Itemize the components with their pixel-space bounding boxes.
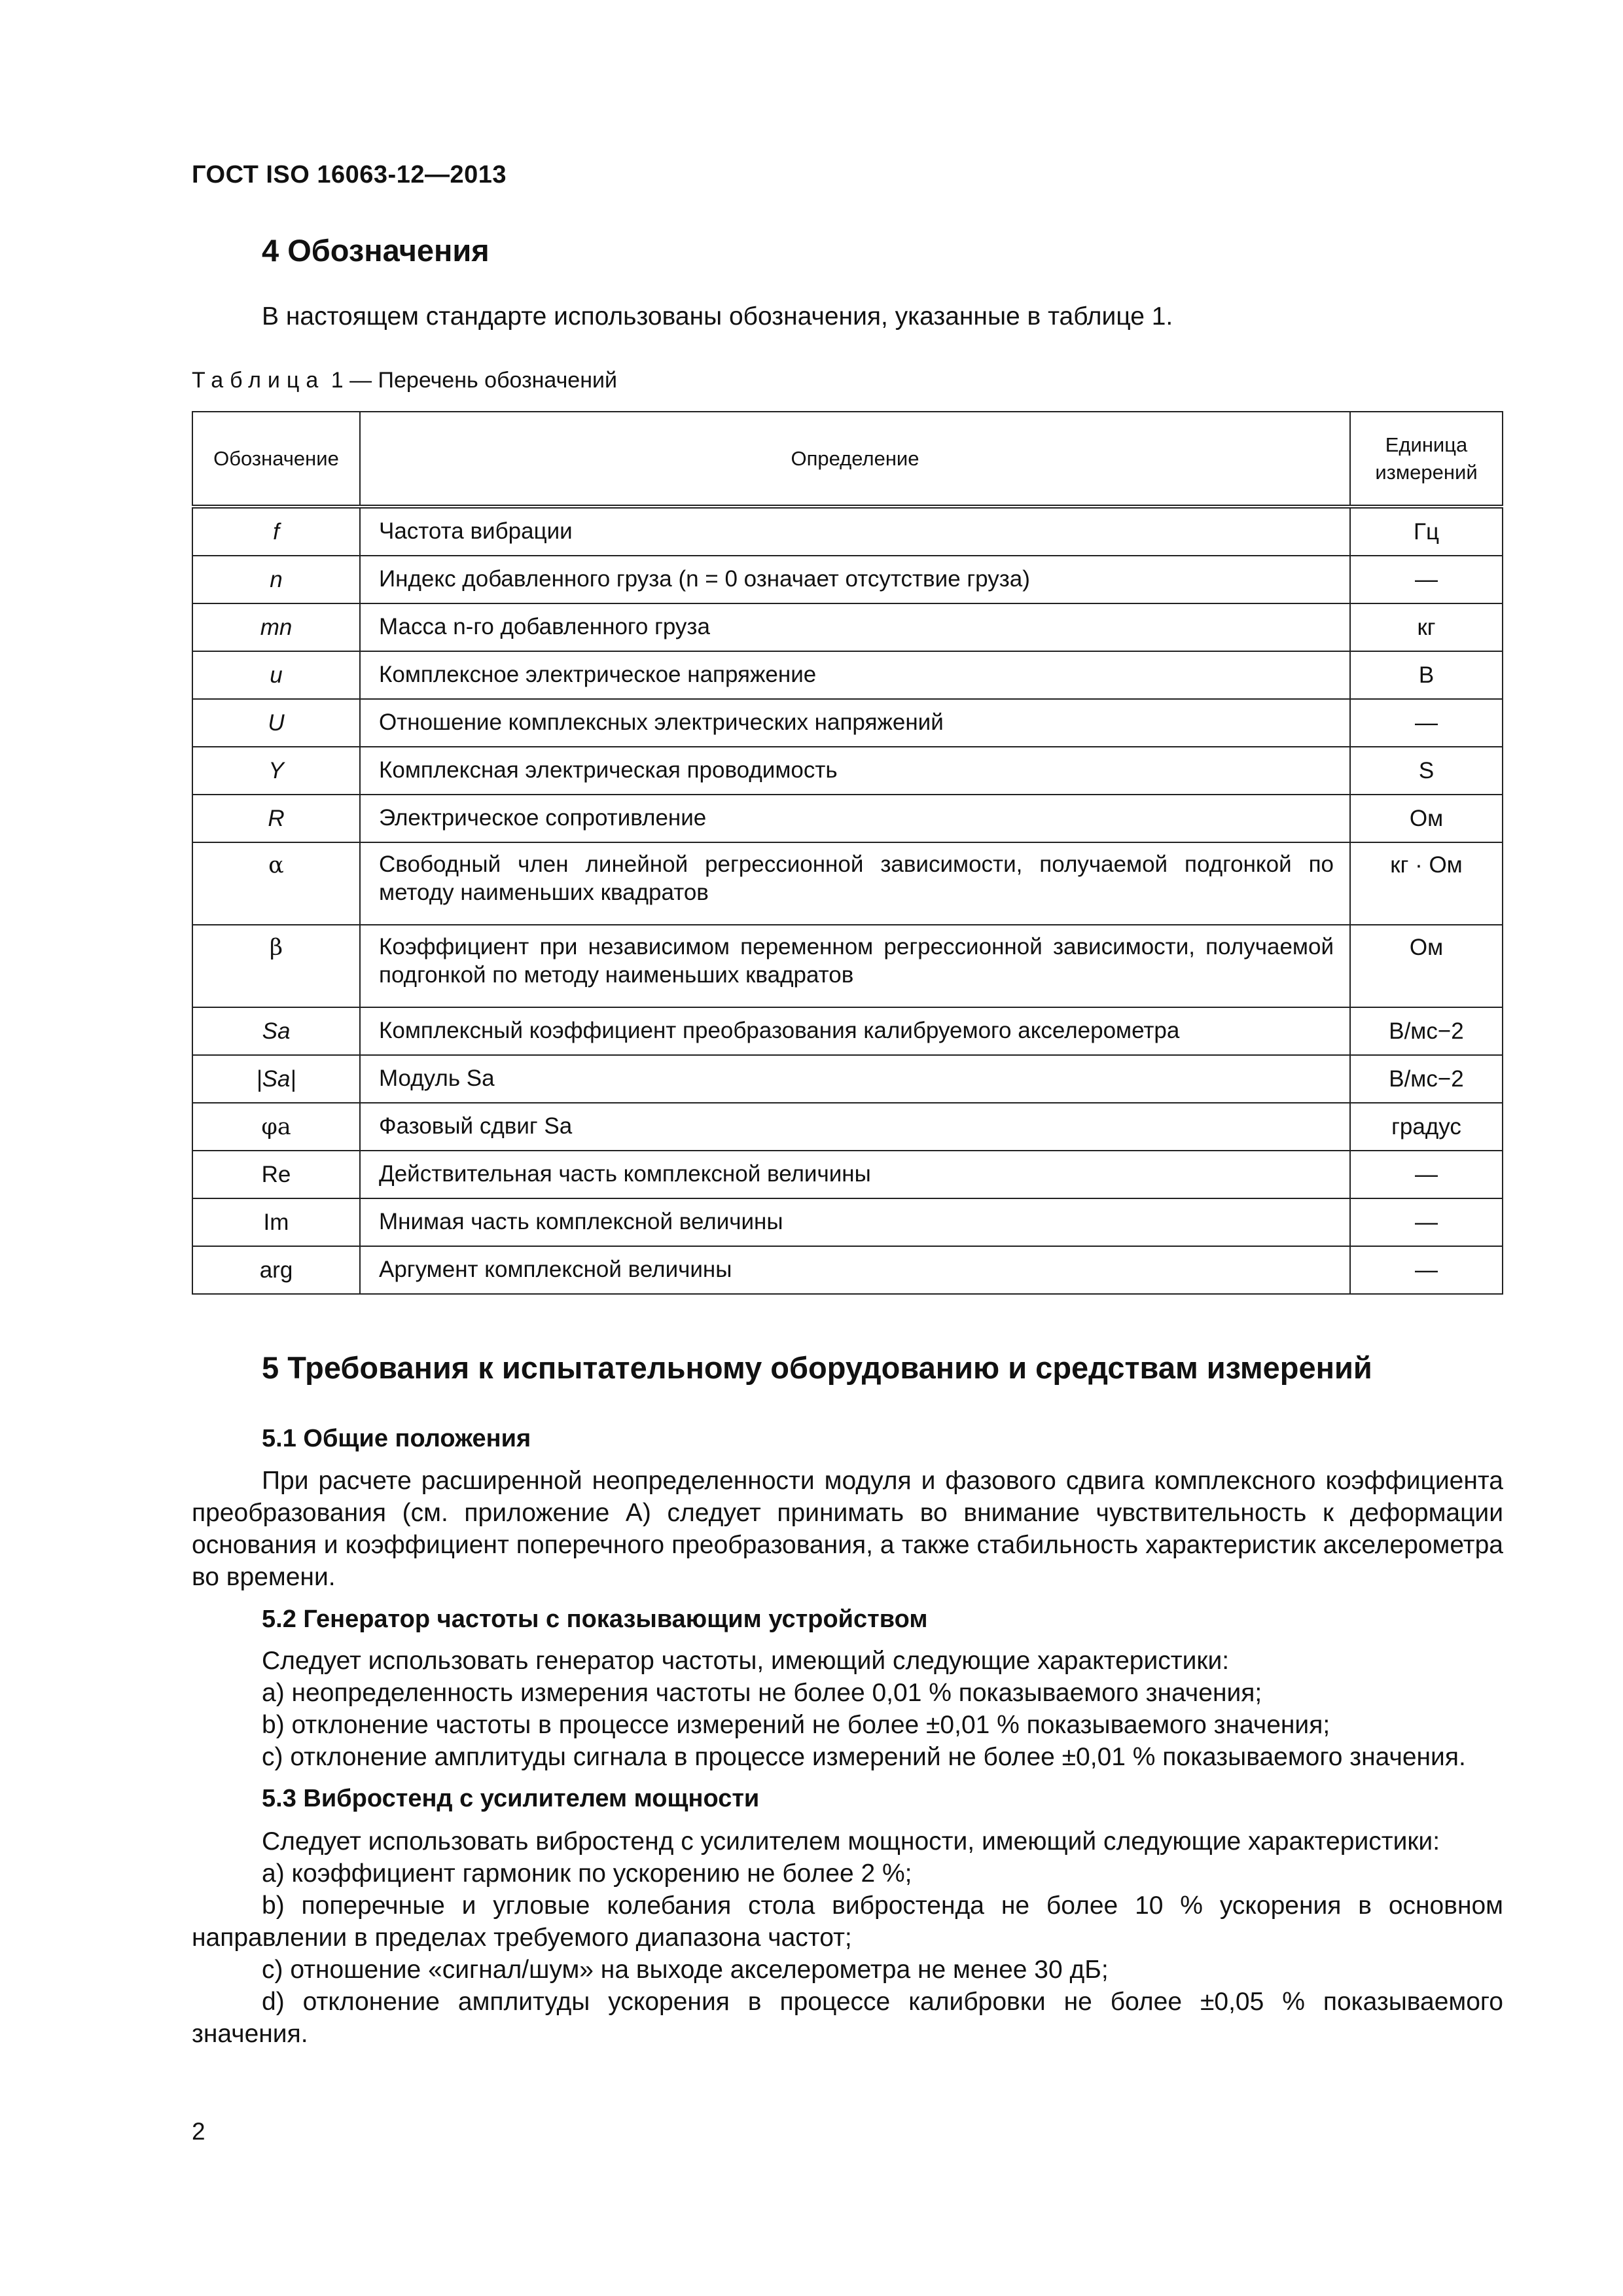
row-symbol: φa (192, 1103, 360, 1151)
table-row (192, 747, 1503, 795)
table-caption (192, 368, 617, 393)
table-row (192, 1198, 1503, 1246)
row-unit: — (1350, 1151, 1503, 1198)
table-row (192, 651, 1503, 699)
row-unit: кг (1350, 603, 1503, 651)
row-definition: Масса n-го добавленного груза (360, 603, 1350, 651)
row-definition: Отношение комплексных электрических напряжений (360, 699, 1350, 747)
section-5-2-text (192, 1645, 1503, 1773)
row-symbol: Sa (192, 1007, 360, 1055)
header-unit: Единица измерений (1350, 412, 1503, 507)
table-caption-prefix: Таблица (192, 368, 325, 393)
row-definition: Комплексный коэффициент преобразования калибруемого акселерометра (360, 1007, 1350, 1055)
row-symbol: R (192, 795, 360, 842)
header-symbol: Обозначение (192, 412, 360, 507)
row-unit: В/мс−2 (1350, 1007, 1503, 1055)
row-definition: Комплексное электрическое напряжение (360, 651, 1350, 699)
table-row (192, 795, 1503, 842)
document-header: ГОСТ ISO 16063-12—2013 (192, 161, 507, 188)
row-definition: Электрическое сопротивление (360, 795, 1350, 842)
page-number: 2 (192, 2118, 205, 2145)
table-row (192, 603, 1503, 651)
section-5-title: 5 Требования к испытательному оборудованию и средствам измерений (262, 1350, 1372, 1385)
row-definition: Частота вибрации (360, 507, 1350, 556)
row-symbol: β (192, 925, 360, 1007)
row-unit: Ом (1350, 925, 1503, 1007)
row-symbol: mn (192, 603, 360, 651)
list-item: b) поперечные и угловые колебания стола вибростенда не более 10 % ускорения в основном направлении в пределах требуемого диапазона частот; (192, 1892, 1503, 1952)
row-definition: Комплексная электрическая проводимость (360, 747, 1350, 795)
table-caption-text: 1 — Перечень обозначений (325, 368, 617, 393)
row-symbol: arg (192, 1246, 360, 1294)
table-row (192, 556, 1503, 603)
section-4-title: 4 Обозначения (262, 233, 490, 268)
row-unit: В (1350, 651, 1503, 699)
row-definition: Мнимая часть комплексной величины (360, 1198, 1350, 1246)
row-unit: градус (1350, 1103, 1503, 1151)
list-item: b) отклонение частоты в процессе измерений не более ±0,01 % показываемого значения; (262, 1711, 1330, 1739)
table-row (192, 1055, 1503, 1103)
header-definition: Определение (360, 412, 1350, 507)
row-unit: Ом (1350, 795, 1503, 842)
section-4-intro: В настоящем стандарте использованы обозначения, указанные в таблице 1. (262, 302, 1173, 331)
section-5-2-lead: Следует использовать генератор частоты, имеющий следующие характеристики: (262, 1647, 1230, 1675)
table-row (192, 1103, 1503, 1151)
table-row (192, 1151, 1503, 1198)
row-definition: Фазовый сдвиг Sa (360, 1103, 1350, 1151)
section-5-1-title: 5.1 Общие положения (262, 1425, 531, 1452)
row-symbol: |Sa| (192, 1055, 360, 1103)
row-symbol: U (192, 699, 360, 747)
row-symbol: n (192, 556, 360, 603)
table-row (192, 925, 1503, 1007)
section-5-1-text (192, 1465, 1503, 1593)
row-unit: — (1350, 1198, 1503, 1246)
symbols-table (192, 411, 1503, 1295)
list-item: c) отклонение амплитуды сигнала в процессе измерений не более ±0,01 % показываемого значения. (262, 1743, 1466, 1771)
row-definition: Аргумент комплексной величины (360, 1246, 1350, 1294)
row-definition: Модуль Sa (360, 1055, 1350, 1103)
table-row (192, 507, 1503, 556)
row-unit: В/мс−2 (1350, 1055, 1503, 1103)
row-unit: — (1350, 556, 1503, 603)
table-row (192, 1007, 1503, 1055)
section-5-1-paragraph: При расчете расширенной неопределенности модуля и фазового сдвига комплексного коэффициента преобразования (см. приложение А) следует принимать во внимание чувствительность к деформации основания и коэффициент поперечного преобразования, а также стабильность характеристик акселерометра во времени. (192, 1467, 1503, 1591)
row-symbol: f (192, 507, 360, 556)
section-5-3-lead: Следует использовать вибростенд с усилителем мощности, имеющий следующие характеристики: (262, 1827, 1440, 1856)
row-definition: Свободный член линейной регрессионной зависимости, получаемой подгонкой по методу наименьших квадратов (360, 842, 1350, 925)
row-definition: Действительная часть комплексной величины (360, 1151, 1350, 1198)
row-symbol: u (192, 651, 360, 699)
row-definition: Индекс добавленного груза (n = 0 означает отсутствие груза) (360, 556, 1350, 603)
table-header-row (192, 412, 1503, 507)
list-item: d) отклонение амплитуды ускорения в процессе калибровки не более ±0,05 % показываемого значения. (192, 1988, 1503, 2048)
row-symbol: Im (192, 1198, 360, 1246)
table-row (192, 842, 1503, 925)
section-5-3-title: 5.3 Вибростенд с усилителем мощности (262, 1785, 760, 1812)
section-5-3-text (192, 1825, 1503, 2050)
list-item: c) отношение «сигнал/шум» на выходе акселерометра не менее 30 дБ; (262, 1956, 1109, 1984)
row-definition: Коэффициент при независимом переменном регрессионной зависимости, получаемой подгонкой по методу наименьших квадратов (360, 925, 1350, 1007)
list-item: a) коэффициент гармоник по ускорению не более 2 %; (262, 1859, 912, 1888)
row-unit: — (1350, 699, 1503, 747)
list-item: a) неопределенность измерения частоты не более 0,01 % показываемого значения; (262, 1679, 1262, 1707)
row-unit: Гц (1350, 507, 1503, 556)
row-unit: S (1350, 747, 1503, 795)
row-unit: — (1350, 1246, 1503, 1294)
row-unit: кг · Ом (1350, 842, 1503, 925)
row-symbol: α (192, 842, 360, 925)
section-5-2-title: 5.2 Генератор частоты с показывающим устройством (262, 1605, 928, 1633)
row-symbol: Re (192, 1151, 360, 1198)
table-row (192, 1246, 1503, 1294)
table-row (192, 699, 1503, 747)
row-symbol: Y (192, 747, 360, 795)
